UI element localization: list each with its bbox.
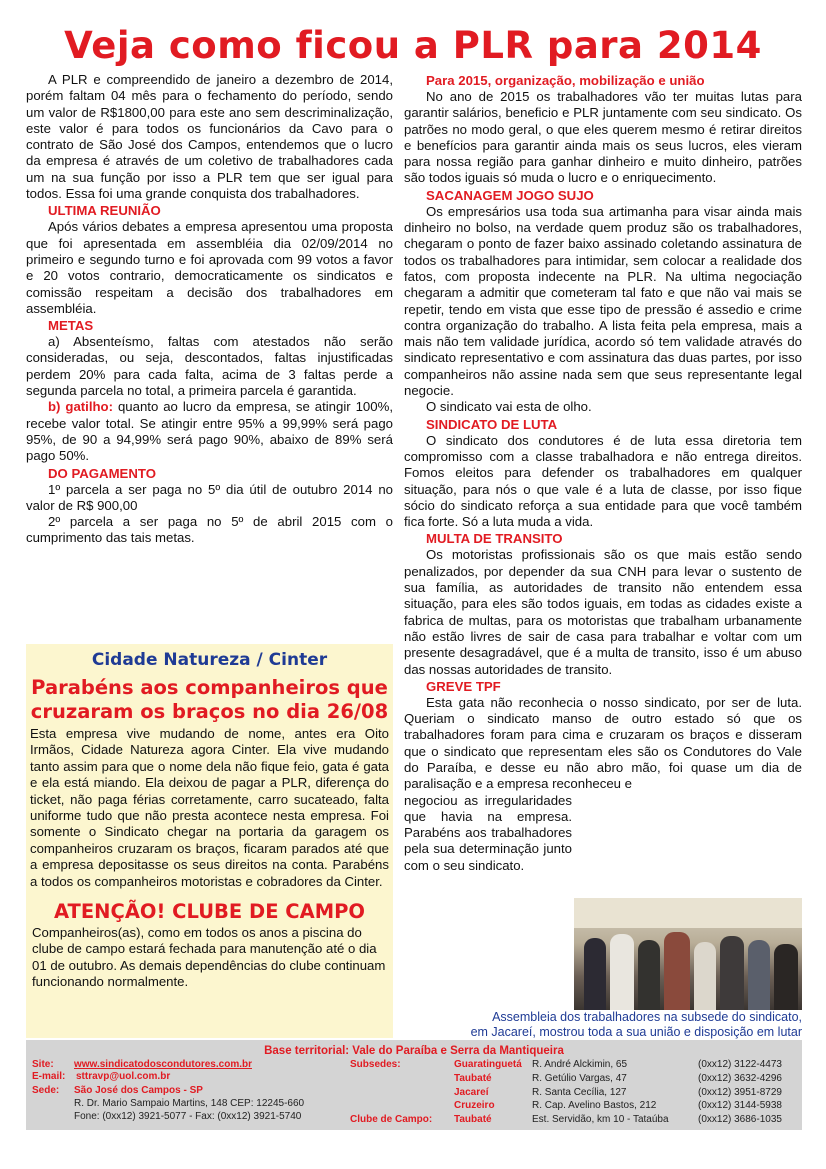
email-link[interactable]: sttravp@uol.com.br [76, 1071, 171, 1082]
photo-person [774, 944, 798, 1010]
page-title: Veja como ficou a PLR para 2014 [64, 24, 762, 67]
subsede-phone: (0xx12) 3951-8729 [698, 1086, 782, 1098]
greve-paragraph: Esta gata não reconhecia o nosso sindicato, por ser de luta. Queriam o sindicato manso de outro estado só que os trabalhadores foram para cima e cruzaram os braços e disseram que o sindicato que representam eles são os Condutores do Vale do Paraíba, e desse eu não abro mão, foi quase um dia de paralisação e a empresa reconheceu e [404, 694, 802, 792]
sindicato-luta-paragraph: O sindicato dos condutores é de luta essa diretoria tem compromisso com a classe trabalhadora e não entrega direitos. Fomos eleitos para defender os trabalhadores em qualquer situação, para nós o que vale é a luta de classe, por isso fique sócio do sindicato reforça a sua entidade para que você também fica forte. Só a luta muda a vida. [404, 432, 802, 530]
assembly-photo [574, 898, 802, 1010]
subsede-city: Taubaté [454, 1114, 492, 1126]
photo-person [664, 932, 690, 1010]
subsede-address: R. Santa Cecília, 127 [532, 1086, 627, 1098]
section-heading-multa: MULTA DE TRANSITO [426, 531, 563, 547]
site-label: Site: [32, 1059, 54, 1070]
subsede-phone: (0xx12) 3122-4473 [698, 1059, 782, 1070]
cinter-box [26, 644, 393, 1038]
section-heading-greve: GREVE TPF [426, 678, 501, 694]
subsede-city: Guaratinguetá [454, 1059, 522, 1070]
sede-label: Sede: [32, 1085, 60, 1096]
pagamento-parcela-2: 2º parcela a ser paga no 5º de abril 2015 com o cumprimento das tais metas. [26, 514, 393, 546]
section-heading-metas: METAS [48, 318, 94, 334]
left-column [26, 72, 393, 547]
subsede-city: Taubaté [454, 1072, 492, 1084]
cinter-text: Esta empresa vive mudando de nome, antes era Oito Irmãos, Cidade Natureza agora Cinter. Ela vive mudando tanto assim para que o nome dela não fique feio, gata é gata e ela está miando. Ela deixou de pagar a PLR, diferença do ticket, não paga férias corretamente, carro sucateado, falta uniforme tudo que não presta acontece nesta empresa. Foi somente o Sindicato chegar na portaria da garagem os companheiros cruzaram os braços, ficaram parados até que a empresa depositasse os seus direitos na conta. Parabéns a todos os companheiros motoristas e cobradores da Cinter. [30, 726, 389, 889]
cinter-heading: Cidade Natureza / Cinter [91, 650, 328, 670]
cinter-subheading: Parabéns aos companheiros que cruzaram os braços no dia 26/08 [30, 676, 389, 723]
photo-person [694, 942, 716, 1010]
ultima-reuniao-paragraph: Após vários debates a empresa apresentou uma proposta que foi apresentada em assembléia dia 02/09/2014 no primeiro e segundo turno e foi aprovada com 99 votos a favor e 20 votos contrario, democraticamente os sindicatos e comissão respeitam a decisão dos trabalhadores em assembléia. [26, 219, 393, 316]
greve-paragraph-tail: negociou as irregularidades que havia na empresa. Parabéns aos trabalhadores pela sua determinação junto com o seu sindicato. [404, 792, 572, 873]
subsede-phone: (0xx12) 3632-4296 [698, 1072, 782, 1084]
section-heading-sindicato-luta: SINDICATO DE LUTA [426, 416, 558, 432]
footer [26, 1040, 802, 1130]
subsede-address: R. Getúlio Vargas, 47 [532, 1072, 627, 1084]
section-heading-pagamento: DO PAGAMENTO [48, 465, 156, 481]
metas-paragraph-a: a) Absenteísmo, faltas com atestados não serão consideradas, ou seja, descontados, faltas injustificadas perdem 20% para cada falta, acima de 3 faltas perde a segunda parcela no total, a primeira parcela é garantida. [26, 334, 393, 399]
paragraph-2015: No ano de 2015 os trabalhadores vão ter muitas lutas para garantir salários, beneficio e PLR juntamente com seu sindicato. Os patrões no modo geral, o que eles querem mesmo é retirar direitos e benefícios para garantir ainda mais os seus lucros, eles vieram para nossa região para ganhar dinheiro e muito dinheiro, patrões são todos iguais só muda o lucro e o enriquecimento. [404, 89, 802, 186]
subsede-phone: (0xx12) 3144-5938 [698, 1100, 782, 1112]
photo-person [638, 940, 660, 1010]
section-heading-sacanagem: SACANAGEM JOGO SUJO [426, 187, 594, 203]
photo-person [748, 940, 770, 1010]
photo-caption-line-2: em Jacareí, mostrou toda a sua união e disposição em lutar [470, 1024, 802, 1039]
subsede-address: Est. Servidão, km 10 - Tataúba [532, 1114, 669, 1126]
subsede-address: R. André Alckimin, 65 [532, 1059, 628, 1070]
right-column [404, 72, 802, 874]
sacanagem-paragraph: Os empresários usa toda sua artimanha para visar ainda mais dinheiro no bolso, na verdade quem produz são os trabalhadores, chegaram o ponto de fazer baixo assinado coletando assinatura de todos os trabalhadores para intimidar, sem colocar a realidade dos fatos, com proposta indecente na PLR. Na ultima negociação chegaram a admitir que cometeram tal fato e que não vai mais se repetir, tendo em vista que esse tipo de pressão é assedio e crime contra organização do trabalho. A lista feita pela empresa, mais a mais não tem validade jurídica, acordo só tem validade através do sindicato representativo e com assinatura das duas partes, por isso companheiros não assine nada sem que seus representante legal negocie. [404, 203, 802, 399]
clube-alert-text: Companheiros(as), como em todos os anos a piscina do clube de campo estará fechada para manutenção até o dia 01 de outubro. As demais dependências do clube continuam funcionando normalmente. [32, 925, 386, 990]
subsedes-label: Subsedes: [350, 1059, 401, 1070]
sindicato-olho-line: O sindicato vai esta de olho. [426, 399, 592, 415]
photo-wall [574, 898, 802, 928]
subsede-city: Jacareí [454, 1086, 489, 1098]
photo-person [720, 936, 744, 1010]
photo-caption [404, 1010, 802, 1039]
sede-address: R. Dr. Mario Sampaio Martins, 148 CEP: 12245-660 [74, 1098, 305, 1109]
sede-phone: Fone: (0xx12) 3921-5077 - Fax: (0xx12) 3921-5740 [74, 1111, 302, 1122]
footer-title: Base territorial: Vale do Paraíba e Serra da Mantiqueira [264, 1045, 564, 1057]
section-heading-2015: Para 2015, organização, mobilização e união [426, 73, 705, 88]
pagamento-parcela-1: 1º parcela a ser paga no 5º dia útil de outubro 2014 no valor de R$ 900,00 [26, 481, 393, 513]
clube-alert-heading: ATENÇÃO! CLUBE DE CAMPO [53, 900, 365, 924]
subsede-city: Cruzeiro [454, 1100, 495, 1112]
clube-label: Clube de Campo: [350, 1114, 433, 1125]
subsede-phone: (0xx12) 3686-1035 [698, 1114, 782, 1126]
section-heading-ultima-reuniao: ULTIMA REUNIÃO [48, 203, 161, 219]
site-link[interactable]: www.sindicatodoscondutores.com.br [74, 1059, 252, 1070]
sede-city: São José dos Campos - SP [74, 1085, 203, 1096]
gatilho-text: quanto ao lucro da empresa, se atingir 100%, recebe valor total. Se atingir entre 95% a 99,99% será pago 95%, de 90 a 94,99% será pago 90%, abaixo de 89% será pago 50%. [26, 399, 393, 464]
multa-paragraph: Os motoristas profissionais são os que mais estão sendo penalizados, por depender da sua CNH para levar o sustento de sua família, as autoridades de transito não entendem essa situação, para eles são todos iguais, em todas as cidades existe a fabrica de multas, para os motoristas que trabalham urbanamente não estão livres de sair de casa para trabalhar e voltar com um presente desagradável, que é a multa de transito, isso é um abuso das nossas autoridades de transito. [404, 547, 802, 677]
photo-person [610, 934, 634, 1010]
subsede-address: R. Cap. Avelino Bastos, 212 [532, 1100, 657, 1112]
intro-paragraph: A PLR e compreendido de janeiro a dezembro de 2014, porém faltam 04 mês para o fechamento do período, sendo um valor de R$1800,00 para este ano sem descriminalização, este valor é para todos os funcionários da Cavo para o contrato de São José dos Campos, entendemos que o lucro da empresa é através de um coletivo de trabalhadores cada um na sua função por isso a PLR tem que ser igual para todos. Essa foi uma grande conquista dos trabalhadores. [26, 72, 393, 202]
photo-caption-line-1: Assembleia dos trabalhadores na subsede do sindicato, [492, 1010, 802, 1024]
metas-paragraph-b [26, 399, 393, 464]
gatilho-label: b) gatilho: [48, 399, 113, 415]
photo-person [584, 938, 606, 1010]
email-label: E-mail: [32, 1071, 66, 1082]
